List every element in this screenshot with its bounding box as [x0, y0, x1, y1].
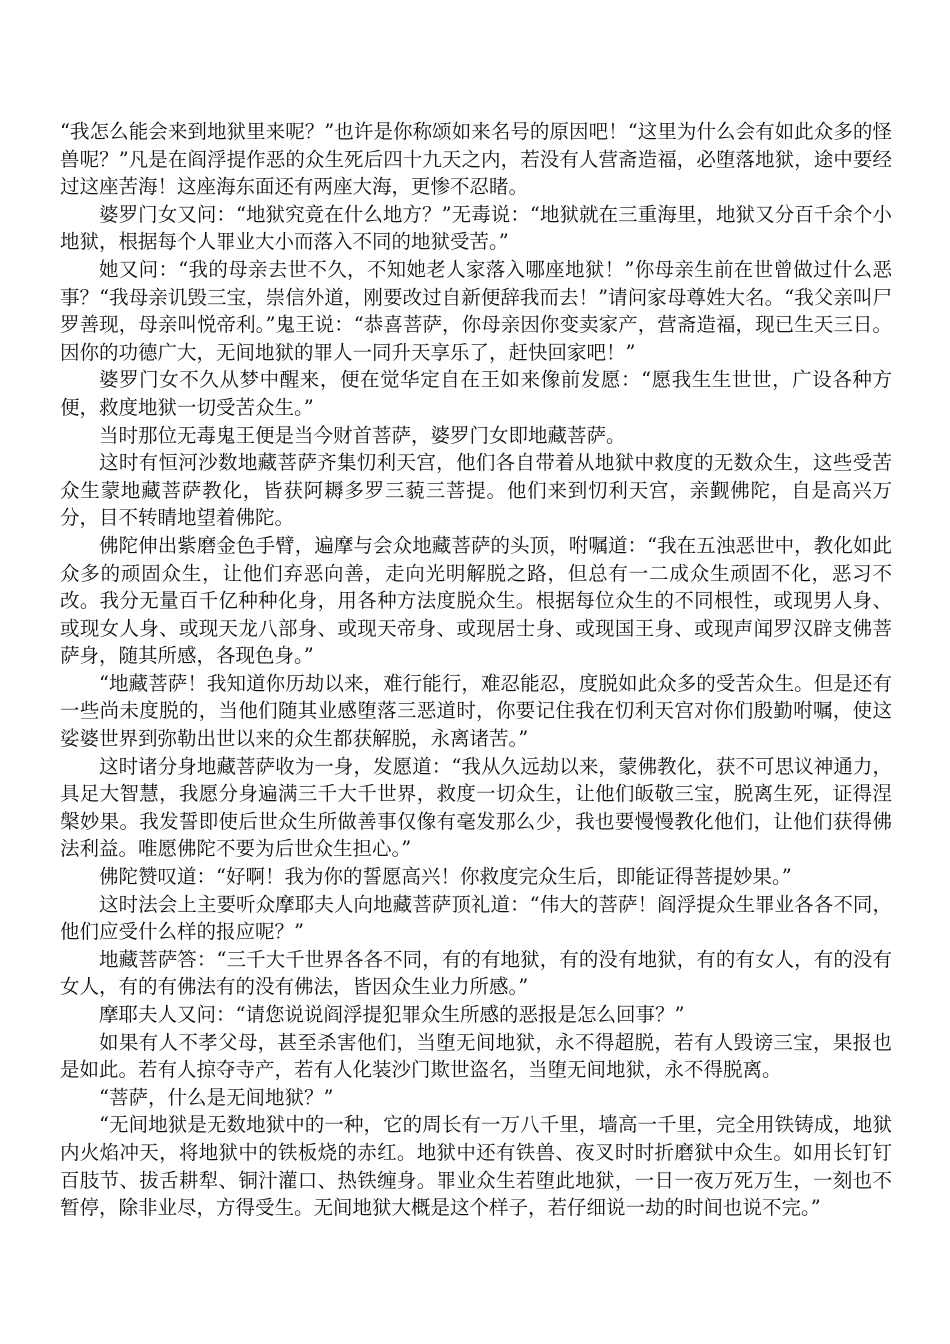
paragraph: 如果有人不孝父母，甚至杀害他们，当堕无间地狱，永不得超脱，若有人毁谤三宝，果报也是如此。若有人掠夺寺产，若有人化装沙门欺世盗名，当堕无间地狱，永不得脱离。 [60, 1030, 892, 1082]
paragraph: 这时法会上主要听众摩耶夫人向地藏菩萨顶礼道：“伟大的菩萨！阎浮提众生罪业各各不同，他们应受什么样的报应呢？” [60, 892, 892, 944]
paragraph: “无间地狱是无数地狱中的一种，它的周长有一万八千里，墙高一千里，完全用铁铸成，地狱内火焰冲天，将地狱中的铁板烧的赤红。地狱中还有铁兽、夜叉时时折磨狱中众生。如用长钉钉百肢节、拔舌耕犁、铜汁灌口、热铁缠身。罪业众生若堕此地狱，一日一夜万死万生，一刻也不暂停，除非业尽，方得受生。无间地狱大概是这个样子，若仔细说一劫的时间也说不完。” [60, 1113, 892, 1220]
paragraph: 这时诸分身地藏菩萨收为一身，发愿道：“我从久远劫以来，蒙佛教化，获不可思议神通力，具足大智慧，我愿分身遍满三千大千世界，救度一切众生，让他们皈敬三宝，脱离生死，证得涅槃妙果。我发誓即使后世众生所做善事仅像有毫发那么少，我也要慢慢教化他们，让他们获得佛法利益。唯愿佛陀不要为后世众生担心。” [60, 754, 892, 861]
paragraph: 佛陀赞叹道：“好啊！我为你的誓愿高兴！你救度完众生后，即能证得菩提妙果。” [99, 865, 792, 889]
paragraph: 佛陀伸出紫磨金色手臂，遍摩与会众地藏菩萨的头顶，咐嘱道：“我在五浊恶世中，教化如此众多的顽固众生，让他们弃恶向善，走向光明解脱之路，但总有一二成众生顽固不化，恶习不改。我分无量百千亿种种化身，用各种方法度脱众生。根据每位众生的不同根性，或现男人身、或现女人身、或现天龙八部身、或现天帝身、或现居士身、或现国王身、或现声闻罗汉辟支佛菩萨身，随其所感，各现色身。” [60, 533, 892, 668]
document-body [60, 118, 892, 1222]
paragraph: 这时有恒河沙数地藏菩萨齐集忉利天宫，他们各自带着从地狱中救度的无数众生，这些受苦众生蒙地藏菩萨教化，皆获阿耨多罗三藐三菩提。他们来到忉利天宫，亲觐佛陀，自是高兴万分，目不转睛地望着佛陀。 [60, 451, 892, 530]
paragraph: 当时那位无毒鬼王便是当今财首菩萨，婆罗门女即地藏菩萨。 [99, 423, 626, 447]
paragraph: “地藏菩萨！我知道你历劫以来，难行能行，难忍能忍，度脱如此众多的受苦众生。但是还有一些尚未度脱的，当他们随其业感堕落三恶道时，你要记住我在忉利天宫对你们殷勤咐嘱，使这娑婆世界到弥勒出世以来的众生都获解脱，永离诸苦。” [60, 671, 892, 751]
paragraph: “我怎么能会来到地狱里来呢？”也许是你称颂如来名号的原因吧！“这里为什么会有如此众多的怪兽呢？”凡是在阎浮提作恶的众生死后四十九天之内，若没有人营斋造福，必堕落地狱，途中要经过这座苦海！这座海东面还有两座大海，更惨不忍睹。 [60, 120, 892, 199]
paragraph: 婆罗门女不久从梦中醒来，便在觉华定自在王如来像前发愿：“愿我生生世世，广设各种方便，救度地狱一切受苦众生。” [60, 368, 892, 419]
paragraph: 婆罗门女又问：“地狱究竟在什么地方？”无毒说：“地狱就在三重海里，地狱又分百千余个小地狱，根据每个人罪业大小而落入不同的地狱受苦。” [60, 202, 892, 254]
paragraph: 她又问：“我的母亲去世不久，不知她老人家落入哪座地狱！”你母亲生前在世曾做过什么恶事？“我母亲讥毁三宝，崇信外道，刚要改过自新便辞我而去！”请问家母尊姓大名。“我父亲叫尸罗善现，母亲叫悦帝利。”鬼王说：“恭喜菩萨，你母亲因你变卖家产，营斋造福，现已生天三日。因你的功德广大，无间地狱的罪人一同升天享乐了，赶快回家吧！” [60, 257, 892, 364]
paragraph: 摩耶夫人又问：“请您说说阎浮提犯罪众生所感的恶报是怎么回事？” [99, 1003, 685, 1026]
paragraph: 地藏菩萨答：“三千大千世界各各不同，有的有地狱，有的没有地狱，有的有女人，有的没有女人，有的有佛法有的没有佛法，皆因众生业力所感。” [60, 947, 892, 999]
paragraph: “菩萨，什么是无间地狱？” [99, 1085, 334, 1109]
